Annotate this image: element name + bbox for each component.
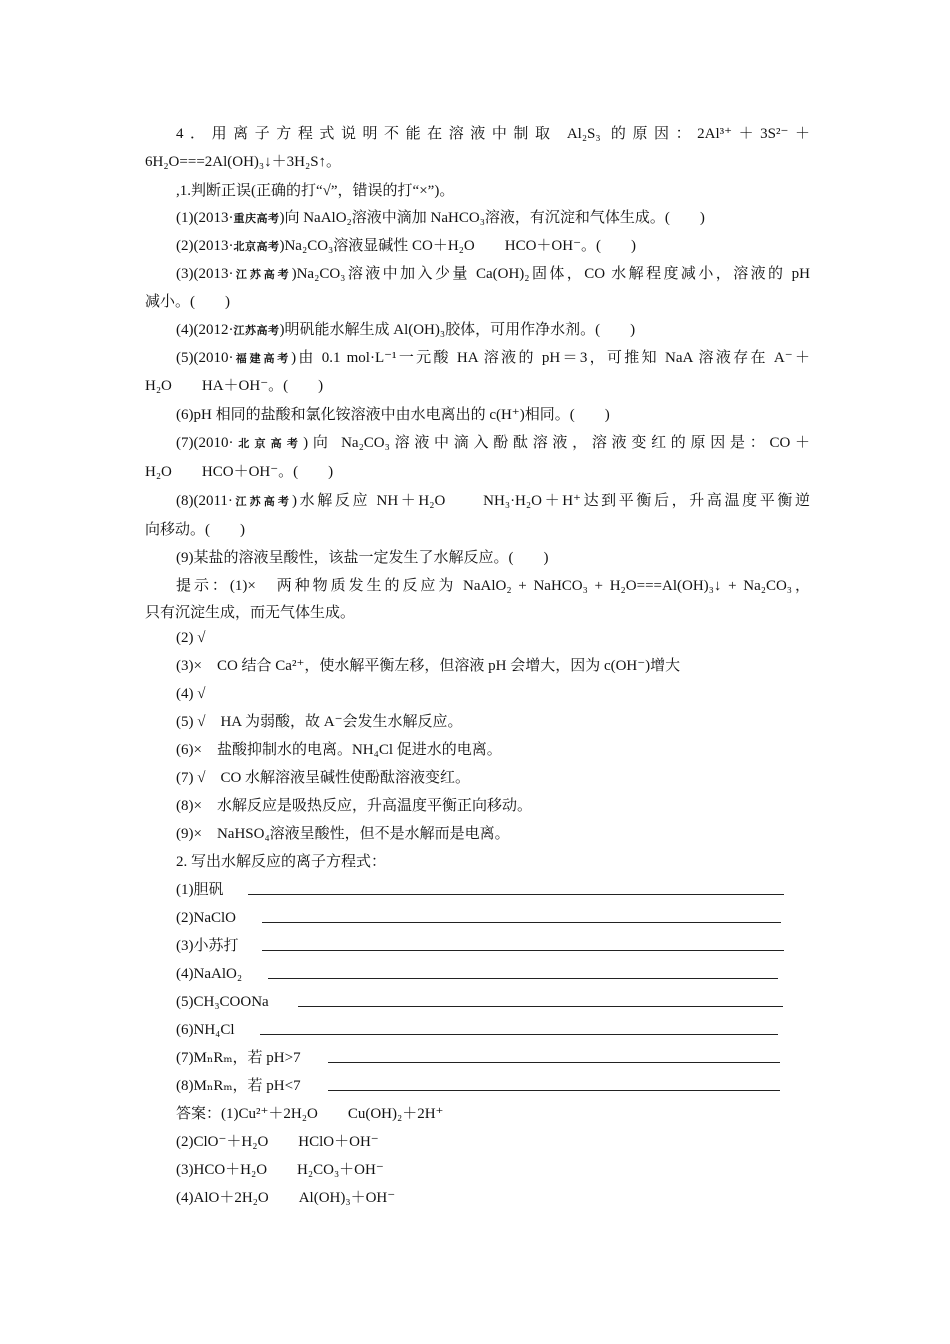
hint-item: (5) √ HA 为弱酸，故 A⁻会发生水解反应。 <box>176 714 463 730</box>
judge-item-2 <box>176 236 810 256</box>
judge-item-text: )Na₂CO₃溶液显碱性 CO＋H₂O HCO＋OH⁻。( ) <box>279 238 636 254</box>
judge-item-5-cont: H₂O HA＋OH⁻。( ) <box>145 378 324 394</box>
q2-item-label: (8)MₙRₘ，若 pH<7 <box>176 1078 301 1094</box>
judge-item-prefix: (8)(2011· <box>176 493 233 509</box>
judge-item-1 <box>176 208 810 228</box>
q2-item-label: (3)小苏打 <box>176 938 239 954</box>
hint-item: (3)× CO 结合 Ca²⁺，使水解平衡左移，但溶液 pH 会增大，因为 c(OH⁻)增大 <box>176 658 681 674</box>
judge-item-3-cont: 减小。( ) <box>145 294 230 310</box>
q2-item <box>176 992 810 1012</box>
q2-item <box>176 964 810 984</box>
answer-item: (4)AlO＋2H₂O Al(OH)₃＋OH⁻ <box>176 1190 396 1206</box>
source-label: 江苏高考 <box>233 268 292 281</box>
q2-item <box>176 908 810 928</box>
hint-item: (6)× 盐酸抑制水的电离。NH₄Cl 促进水的电离。 <box>176 742 502 758</box>
source-label: 福建高考 <box>233 352 292 365</box>
judge-item-3 <box>176 264 810 284</box>
judge-item-6: (6)pH 相同的盐酸和氯化铵溶液中由水电离出的 c(H⁺)相同。( ) <box>176 407 610 423</box>
q2-title: 2. 写出水解反应的离子方程式： <box>176 854 387 870</box>
source-label: 北京高考 <box>233 437 304 450</box>
source-label: 江苏高考 <box>233 324 280 337</box>
judge-item-5 <box>176 348 810 368</box>
judge-item-text: )向 NaAlO₂溶液中滴加 NaHCO₃溶液，有沉淀和气体生成。( ) <box>279 210 705 226</box>
answer-text: (1)Cu²⁺＋2H₂O Cu(OH)₂＋2H⁺ <box>221 1106 444 1122</box>
q2-item-label: (2)NaClO <box>176 910 236 926</box>
hint-item: (4) √ <box>176 686 206 702</box>
judge-item-4 <box>176 320 810 340</box>
answer-blank[interactable] <box>248 880 784 895</box>
judge-item-9: (9)某盐的溶液呈酸性，该盐一定发生了水解反应。( ) <box>176 550 549 566</box>
answer-blank[interactable] <box>328 1048 780 1063</box>
q2-item-label: (5)CH₃COONa <box>176 994 269 1010</box>
answer-blank[interactable] <box>262 908 781 923</box>
judge-item-prefix: (7)(2010· <box>176 435 234 451</box>
answer-item: (2)ClO⁻＋H₂O HClO＋OH⁻ <box>176 1134 379 1150</box>
hint-item-1: 提示：(1)× 两种物质发生的反应为 NaAlO₂ + NaHCO₃ + H₂O===Al(OH)₃↓ + Na₂CO₃， <box>176 578 810 594</box>
source-label: 江苏高考 <box>232 495 293 508</box>
q2-item <box>176 1048 810 1068</box>
judge-item-8-cont: 向移动。( ) <box>145 522 245 538</box>
judge-item-text: )水解反应 NH＋H₂O NH₃·H₂O＋H⁺达到平衡后，升高温度平衡逆 <box>292 493 811 509</box>
judge-item-text: )明矾能水解生成 Al(OH)₃胶体，可用作净水剂。( ) <box>279 322 636 338</box>
answer-blank[interactable] <box>268 964 778 979</box>
answer-blank[interactable] <box>298 992 783 1007</box>
judge-item-7 <box>176 433 810 453</box>
hint-item: (8)× 水解反应是吸热反应，升高温度平衡正向移动。 <box>176 798 532 814</box>
q2-item-label: (1)胆矾 <box>176 882 224 898</box>
answer-item: (3)HCO＋H₂O H₂CO₃＋OH⁻ <box>176 1162 384 1178</box>
answer-blank[interactable] <box>328 1076 780 1091</box>
judge-item-7-cont: H₂O HCO＋OH⁻。( ) <box>145 464 334 480</box>
q4-line-1: 4．用离子方程式说明不能在溶液中制取 Al₂S₃ 的原因：2Al³⁺＋3S²⁻＋ <box>176 126 810 142</box>
judge-item-text: )Na₂CO₃溶液中加入少量 Ca(OH)₂固体，CO 水解程度减小，溶液的 pH <box>291 266 810 282</box>
hint-item: (9)× NaHSO₄溶液呈酸性，但不是水解而是电离。 <box>176 826 510 842</box>
q2-item-label: (7)MₙRₘ，若 pH>7 <box>176 1050 301 1066</box>
answer-item <box>176 1104 810 1124</box>
judge-item-prefix: (4)(2012· <box>176 322 234 338</box>
hint-item-1-cont: 只有沉淀生成，而无气体生成。 <box>145 605 356 621</box>
q2-item-label: (6)NH₄Cl <box>176 1022 235 1038</box>
q2-item <box>176 880 810 900</box>
judge-item-prefix: (1)(2013· <box>176 210 234 226</box>
answer-blank[interactable] <box>262 936 784 951</box>
source-label: 北京高考 <box>233 240 280 253</box>
judge-item-prefix: (5)(2010· <box>176 350 234 366</box>
judge-item-text: )向 Na₂CO₃溶液中滴入酚酞溶液，溶液变红的原因是：CO＋ <box>303 435 811 451</box>
q2-item-label: (4)NaAlO₂ <box>176 966 243 982</box>
hint-item: (2) √ <box>176 630 206 646</box>
judge-title: ,1.判断正误(正确的打“√”，错误的打“×”)。 <box>176 183 455 199</box>
answer-blank[interactable] <box>260 1020 778 1035</box>
source-label: 重庆高考 <box>233 212 280 225</box>
judge-item-text: )由 0.1 mol·L⁻¹一元酸 HA 溶液的 pH＝3，可推知 NaA 溶液存在 A⁻＋ <box>291 350 810 366</box>
hint-item: (7) √ CO 水解溶液呈碱性使酚酞溶液变红。 <box>176 770 471 786</box>
q4-line-2: 6H₂O===2Al(OH)₃↓＋3H₂S↑。 <box>145 154 342 170</box>
q2-item <box>176 936 810 956</box>
q2-item <box>176 1076 810 1096</box>
judge-item-8 <box>176 491 810 511</box>
q2-item <box>176 1020 810 1040</box>
judge-item-prefix: (2)(2013· <box>176 238 234 254</box>
judge-item-prefix: (3)(2013· <box>176 266 234 282</box>
answers-label: 答案： <box>176 1106 222 1122</box>
